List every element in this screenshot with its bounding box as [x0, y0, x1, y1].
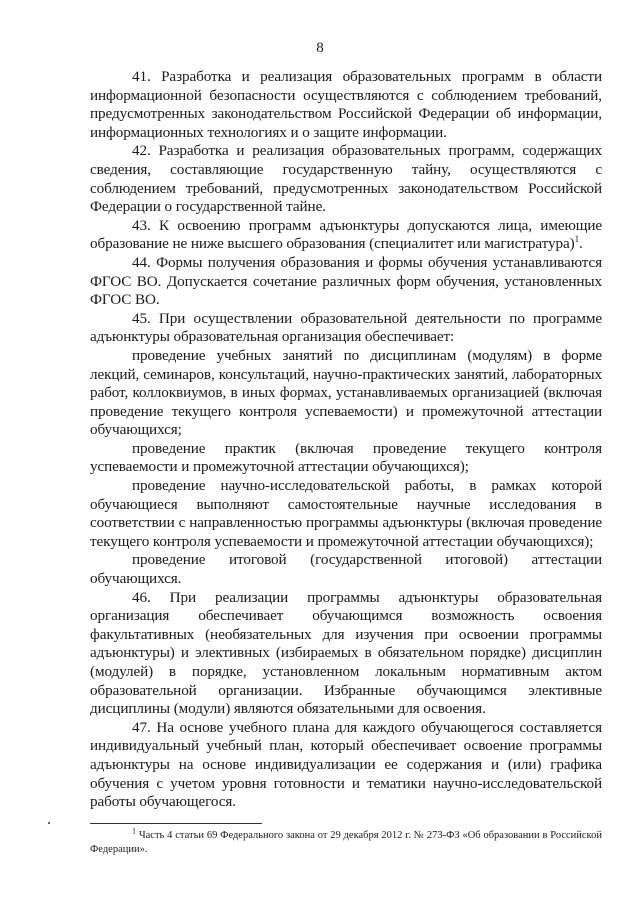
scan-speck: [48, 822, 50, 824]
list-item-classes: проведение учебных занятий по дисциплинам (модулям) в форме лекций, семинаров, консультаций, научно-практических занятий, лабораторных работ, коллоквиумов, в иных формах, устанавливаемых организацией (включая проведение текущего контроля успеваемости) и промежуточной аттестации обучающихся;: [90, 346, 602, 439]
footnote: [90, 826, 602, 857]
footnote-mark: 1: [132, 826, 136, 836]
page-number: 8: [316, 40, 324, 56]
document-body: [90, 68, 602, 812]
paragraph-44: 44. Формы получения образования и формы обучения устанавливаются ФГОС ВО. Допускается сочетание различных форм обучения, установленных ФГОС ВО.: [90, 253, 602, 309]
footnote-text: Часть 4 статьи 69 Федерального закона от 29 декабря 2012 г. № 273-ФЗ «Об образовании в Российской Федерации».: [90, 830, 602, 855]
paragraph-42: 42. Разработка и реализация образовательных программ, содержащих сведения, составляющие государственную тайну, осуществляются с соблюдением требований, предусмотренных законодательством Российской Федерации о государственной тайне.: [90, 142, 602, 216]
paragraph-47: 47. На основе учебного плана для каждого обучающегося составляется индивидуальный учебный план, который обеспечивает освоение программы адъюнктуры на основе индивидуализации ее содержания и (или) графика обучения с учетом уровня готовности и тематики научно-исследовательской работы обучающегося.: [90, 718, 602, 811]
list-item-final-attestation: проведение итоговой (государственной итоговой) аттестации обучающихся.: [90, 551, 602, 588]
paragraph-43-text: 43. К освоению программ адъюнктуры допускаются лица, имеющие образование не ниже высшего образования (специалитет или магистратура): [90, 216, 602, 253]
paragraph-41: 41. Разработка и реализация образовательных программ в области информационной безопасности осуществляются с соблюдением требований, предусмотренных законодательством Российской Федерации об информации, информационных технологиях и о защите информации.: [90, 68, 602, 141]
paragraph-46: 46. При реализации программы адъюнктуры образовательная организация обеспечивает обучающимся возможность освоения факультативных (необязательных для изучения при освоении программы адъюнктуры) и элективных (избираемых в обязательном порядке) дисциплин (модулей) в порядке, установленном локальным нормативным актом образовательной организации. Избранные обучающимся элективные дисциплины (модули) являются обязательными для освоения.: [90, 588, 602, 718]
paragraph-45: 45. При осуществлении образовательной деятельности по программе адъюнктуры образовательная организация обеспечивает:: [90, 309, 602, 346]
footnote-divider: [90, 823, 262, 824]
paragraph-43-end: .: [579, 235, 583, 253]
paragraph-43: [90, 217, 602, 254]
list-item-research: проведение научно-исследовательской работы, в рамках которой обучающиеся выполняют самостоятельные научные исследования в соответствии с направленностью программы адъюнктуры (включая проведение текущего контроля успеваемости и промежуточной аттестации обучающихся);: [90, 477, 602, 550]
footnote-reference[interactable]: 1: [574, 234, 580, 245]
list-item-practices: проведение практик (включая проведение текущего контроля успеваемости и промежуточной аттестации обучающихся);: [90, 439, 602, 476]
